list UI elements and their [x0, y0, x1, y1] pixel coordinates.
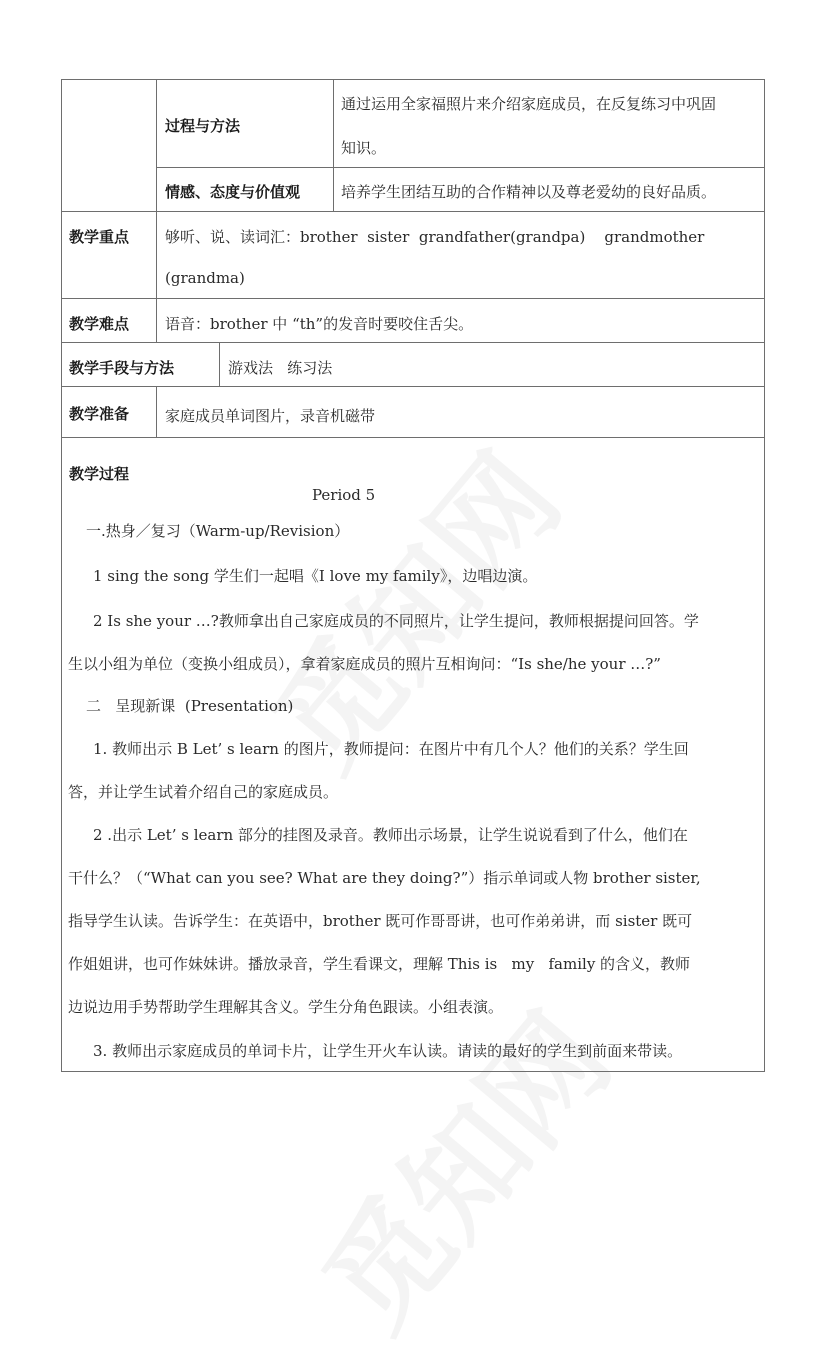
period-title: Period 5	[312, 486, 376, 504]
row-value-key-points-line1: 够听、说、读词汇：brother sister grandfather(grandpa) grandmother	[165, 228, 705, 246]
section2-title: 二 呈现新课 (Presentation)	[86, 697, 294, 715]
row-divider-6	[61, 437, 765, 438]
item2-line1: 2 Is she your …?教师拿出自己家庭成员的不同照片，让学生提问，教师根据提问回答。学	[93, 612, 699, 630]
p2-line3: 指导学生认读。告诉学生：在英语中，brother 既可作哥哥讲，也可作弟弟讲，而 sister 既可	[68, 912, 693, 930]
section1-title: 一.热身／复习（Warm-up/Revision）	[86, 522, 350, 540]
row-value-preparation: 家庭成员单词图片，录音机磁带	[165, 407, 376, 425]
table-border-bottom	[61, 1071, 765, 1072]
p1-line1: 1. 教师出示 B Let’ s learn 的图片，教师提问：在图片中有几个人？他们的关系？学生回	[93, 740, 689, 758]
row-label-preparation: 教学准备	[69, 405, 130, 423]
p2-line1: 2 .出示 Let’ s learn 部分的挂图及录音。教师出示场景，让学生说说看到了什么，他们在	[93, 826, 688, 844]
row-divider-2	[61, 211, 765, 212]
row-value-key-points-line2: (grandma)	[165, 269, 245, 287]
p3: 3. 教师出示家庭成员的单词卡片，让学生开火车认读。请读的最好的学生到前面来带读。	[93, 1042, 683, 1060]
row-divider-3	[61, 298, 765, 299]
col-divider-prep	[156, 386, 157, 437]
p2-line5: 边说边用手势帮助学生理解其含义。学生分角色跟读。小组表演。	[68, 998, 504, 1016]
item1: 1 sing the song 学生们一起唱《I love my family》，边唱边演。	[93, 567, 538, 585]
table-border-left	[61, 79, 62, 1072]
row-divider-1	[156, 167, 764, 168]
p2-line4: 作姐姐讲，也可作妹妹讲。播放录音，学生看课文，理解 This is my family 的含义，教师	[68, 955, 691, 973]
item2-line2: 生以小组为单位（变换小组成员），拿着家庭成员的照片互相询问：“Is she/he your …?”	[68, 655, 661, 673]
row-divider-5	[61, 386, 765, 387]
row-label-methods: 教学手段与方法	[69, 359, 175, 377]
p2-line2: 干什么？（“What can you see? What are they doing?”）指示单词或人物 brother sister,	[68, 869, 701, 887]
col-divider-2	[333, 79, 334, 211]
table-border-right	[764, 79, 765, 1072]
row-value-methods: 游戏法 练习法	[228, 359, 333, 377]
table-border-top	[61, 79, 765, 80]
watermark-bottom	[278, 973, 641, 1359]
row-value-attitude: 培养学生团结互助的合作精神以及尊老爱幼的良好品质。	[341, 183, 717, 201]
row-label-process-method: 过程与方法	[165, 117, 241, 135]
row-label-attitude: 情感、态度与价值观	[165, 183, 301, 201]
process-label: 教学过程	[69, 465, 130, 483]
row-value-process-method-line1: 通过运用全家福照片来介绍家庭成员，在反复练习中巩固	[341, 95, 717, 113]
row-value-difficulty: 语音：brother 中 “th”的发音时要咬住舌尖。	[165, 315, 474, 333]
row-value-process-method-line2: 知识。	[341, 139, 387, 157]
p1-line2: 答，并让学生试着介绍自己的家庭成员。	[68, 783, 339, 801]
row-label-difficulty: 教学难点	[69, 315, 130, 333]
row-divider-4	[61, 342, 765, 343]
col-divider-methods	[219, 342, 220, 386]
row-label-key-points: 教学重点	[69, 228, 130, 246]
